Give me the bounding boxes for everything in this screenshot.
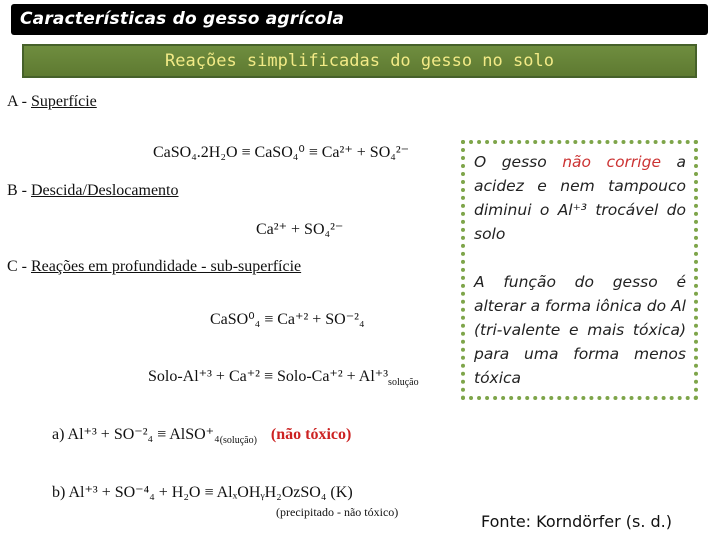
info-p1-end: a acidez e nem tampouco diminui o Al⁺³ trocável do solo bbox=[474, 153, 686, 243]
equation-5 bbox=[52, 424, 351, 446]
equation-4-main: Solo-Al⁺³ + Ca⁺² ≡ Solo-Ca⁺² + Al⁺³ bbox=[148, 368, 389, 385]
equation-3: CaSO⁰₄ ≡ Ca⁺² + SO⁻²₄ bbox=[210, 311, 365, 328]
info-box bbox=[461, 140, 698, 400]
info-paragraph-2: A função do gesso é alterar a forma iônica do Al (tri-valente e mais tóxica) para uma forma menos tóxica bbox=[474, 273, 686, 387]
equation-6-note: (precipitado - não tóxico) bbox=[276, 505, 399, 519]
section-c-heading bbox=[7, 258, 301, 276]
subtitle-bar bbox=[22, 44, 697, 78]
equation-5-note: (não tóxico) bbox=[270, 426, 352, 443]
equation-6: b) Al⁺³ + SO⁻⁴₄ + H₂O ≡ AlₓOHᵧH₂OzSO₄ (K) bbox=[52, 484, 353, 501]
info-paragraph-1 bbox=[474, 150, 686, 246]
equation-5-main: a) Al⁺³ + SO⁻²₄ ≡ AlSO⁺₄ bbox=[52, 426, 220, 443]
section-c-letter: C - bbox=[7, 258, 27, 275]
section-b-heading bbox=[7, 182, 179, 200]
info-p1-highlight: não corrige bbox=[562, 153, 661, 171]
equation-5-subscript: (solução) bbox=[219, 435, 257, 447]
subtitle: Reações simplificadas do gesso no solo bbox=[165, 51, 554, 71]
equation-4-subscript: solução bbox=[388, 377, 419, 389]
section-a-label: Superfície bbox=[31, 93, 97, 110]
equation-2: Ca²⁺ + SO₄²⁻ bbox=[256, 221, 344, 238]
title-bar bbox=[11, 4, 708, 35]
page-title: Características do gesso agrícola bbox=[20, 9, 345, 29]
equation-1: CaSO₄.2H₂O ≡ CaSO₄⁰ ≡ Ca²⁺ + SO₄²⁻ bbox=[153, 144, 410, 161]
section-a-letter: A - bbox=[7, 93, 27, 110]
section-b-letter: B - bbox=[7, 182, 27, 199]
section-b-label: Descida/Deslocamento bbox=[31, 182, 179, 199]
info-p1-start: O gesso bbox=[474, 153, 563, 171]
source-citation: Fonte: Korndörfer (s. d.) bbox=[481, 512, 672, 531]
section-c-label: Reações em profundidade - sub-superfície bbox=[31, 258, 302, 275]
equation-4 bbox=[148, 366, 419, 388]
section-a-heading bbox=[7, 93, 97, 111]
